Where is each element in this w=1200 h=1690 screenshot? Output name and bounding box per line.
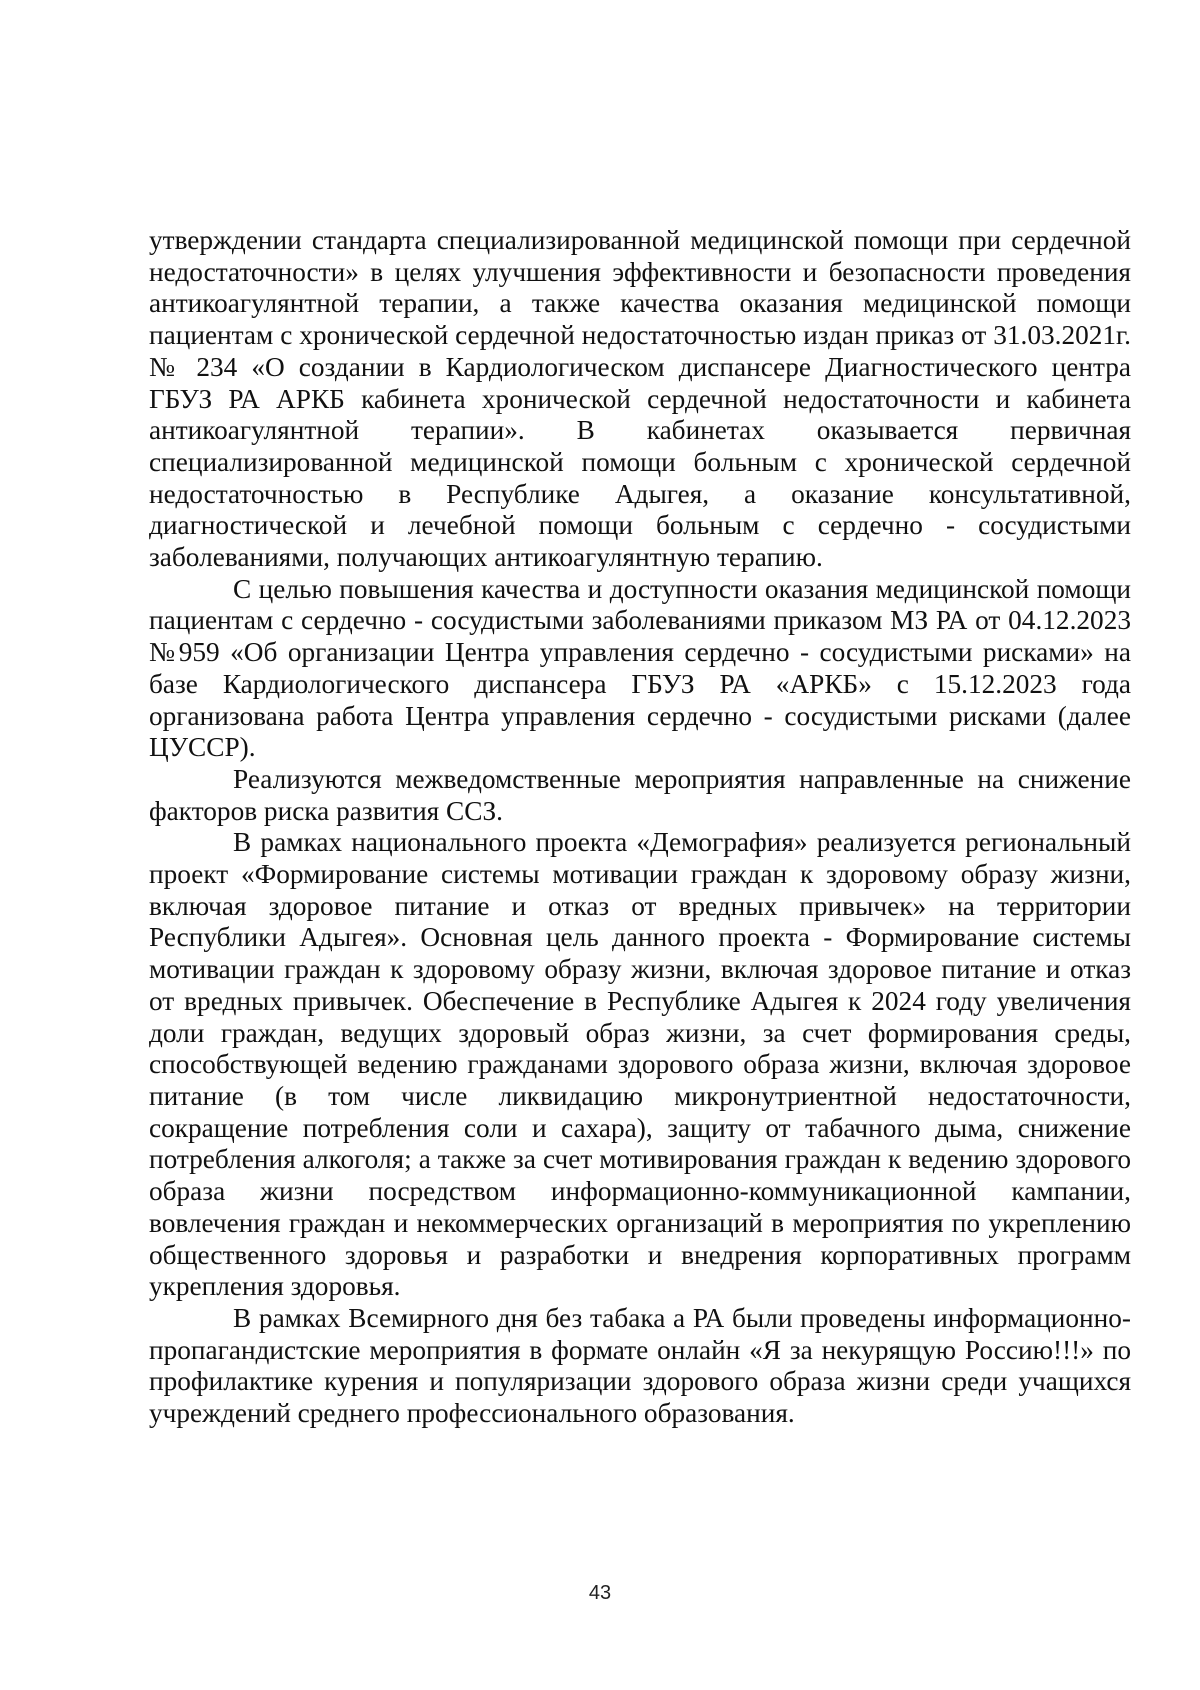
document-body bbox=[149, 225, 1131, 1430]
paragraph-2: С целью повышения качества и доступности оказания медицинской помощи пациентам с сердечно - сосудистыми заболеваниями приказом МЗ РА от 04.12.2023 №959 «Об организации Центра управления сердечно - сосудистыми рисками» на базе Кардиологического диспансера ГБУЗ РА «АРКБ» с 15.12.2023 года организована работа Центра управления сердечно - сосудистыми рисками (далее ЦУССР). bbox=[149, 573, 1131, 763]
paragraph-5: В рамках Всемирного дня без табака а РА были проведены информационно-пропагандистские мероприятия в формате онлайн «Я за некурящую Россию!!!» по профилактике курения и популяризации здорового образа жизни среди учащихся учреждений среднего профессионального образования. bbox=[149, 1302, 1131, 1429]
paragraph-4: В рамках национального проекта «Демография» реализуется региональный проект «Формирование системы мотивации граждан к здоровому образу жизни, включая здоровое питание и отказ от вредных привычек» на территории Республики Адыгея». Основная цель данного проекта - Формирование системы мотивации граждан к здоровому образу жизни, включая здоровое питание и отказ от вредных привычек. Обеспечение в Республике Адыгея к 2024 году увеличения доли граждан, ведущих здоровый образ жизни, за счет формирования среды, способствующей ведению гражданами здорового образа жизни, включая здоровое питание (в том числе ликвидацию микронутриентной недостаточности, сокращение потребления соли и сахара), защиту от табачного дыма, снижение потребления алкоголя; а также за счет мотивирования граждан к ведению здорового образа жизни посредством информационно-коммуникационной кампании, вовлечения граждан и некоммерческих организаций в мероприятия по укреплению общественного здоровья и разработки и внедрения корпоративных программ укрепления здоровья. bbox=[149, 827, 1131, 1302]
paragraph-1: утверждении стандарта специализированной медицинской помощи при сердечной недостаточности» в целях улучшения эффективности и безопасности проведения антикоагулянтной терапии, а также качества оказания медицинской помощи пациентам с хронической сердечной недостаточностью издан приказ от 31.03.2021г. № 234 «О создании в Кардиологическом диспансере Диагностического центра ГБУЗ РА АРКБ кабинета хронической сердечной недостаточности и кабинета антикоагулянтной терапии». В кабинетах оказывается первичная специализированной медицинской помощи больным с хронической сердечной недостаточностью в Республике Адыгея, а оказание консультативной, диагностической и лечебной помощи больным с сердечно - сосудистыми заболеваниями, получающих антикоагулянтную терапию. bbox=[149, 225, 1131, 573]
paragraph-3: Реализуются межведомственные мероприятия направленные на снижение факторов риска развития ССЗ. bbox=[149, 763, 1131, 826]
page-number: 43 bbox=[588, 1582, 612, 1604]
